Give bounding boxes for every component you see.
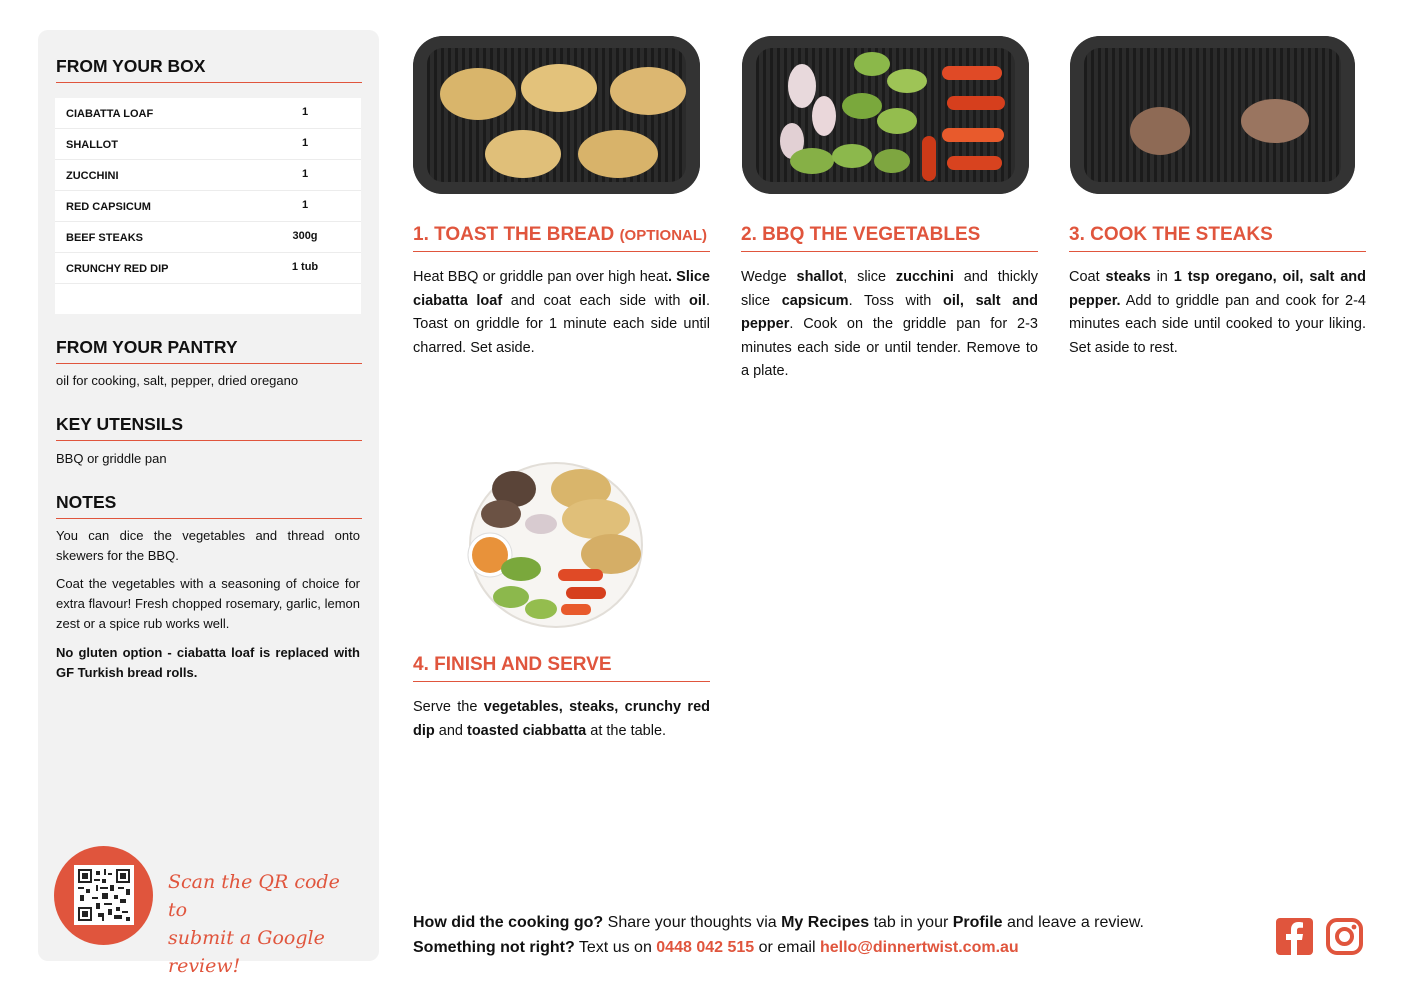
ingredient-qty: 1: [301, 106, 309, 118]
step-text-bold: oil, salt and pepper: [741, 292, 1039, 332]
notes-heading: NOTES: [56, 492, 362, 519]
step-text-run: Coat: [1069, 269, 1106, 285]
facebook-icon[interactable]: [1276, 918, 1313, 955]
step-text-bold: zucchini: [895, 269, 954, 285]
step-text-run: . Toss with: [848, 292, 943, 309]
step-text-bold: . Slice: [667, 269, 710, 285]
instagram-icon[interactable]: [1326, 918, 1363, 955]
footer-text: or email: [754, 939, 820, 956]
step-text-bold: vegetables, steaks, crunchy red dip: [413, 699, 710, 739]
footer-line-review: [413, 910, 1263, 935]
step2-griddle-vegetables-image: [742, 36, 1029, 194]
ingredient-name: CRUNCHY RED DIP: [66, 263, 169, 275]
ingredient-name: BEEF STEAKS: [66, 232, 144, 244]
step1-text: [413, 266, 710, 360]
ingredient-name: ZUCCHINI: [66, 170, 119, 182]
step1-title-optional: (OPTIONAL): [619, 227, 708, 244]
step-text-run: . Toast on griddle for 1 minute each side until charred. Set aside.: [413, 292, 710, 356]
step3-griddle-steaks-image: [1070, 36, 1355, 194]
step-text-bold: steaks: [1105, 269, 1151, 285]
qr-caption: [168, 868, 363, 980]
table-row: [55, 98, 361, 129]
ingredient-name: CIABATTA LOAF: [66, 108, 154, 120]
note-text: No gluten option - ciabatta loaf is replaced with GF Turkish bread rolls.: [56, 645, 360, 680]
note-text: Coat the vegetables with a seasoning of choice for extra flavour! Fresh chopped rosemary, garlic, lemon zest or a spice rub works well.: [56, 576, 360, 631]
table-row: [55, 222, 361, 253]
step2-title: 2. BBQ THE VEGETABLES: [741, 224, 1038, 252]
pantry-heading: FROM YOUR PANTRY: [56, 337, 362, 364]
utensils-text: BBQ or griddle pan: [56, 451, 167, 466]
step-text-bold: toasted ciabbatta: [467, 722, 587, 739]
ingredient-qty: 1 tub: [291, 261, 319, 273]
step-text-run: . Cook on the griddle pan for 2-3 minutes each side or until tender. Remove to a plate.: [741, 316, 1038, 379]
step-text-bold: capsicum: [781, 292, 849, 309]
step-text-bold: ciabatta loaf: [413, 292, 503, 309]
table-row: [55, 191, 361, 222]
step-text-run: Add to griddle pan and cook for 2-4 minutes each side until cooked to your liking. Set aside to rest.: [1069, 292, 1366, 356]
qr-code-icon[interactable]: [74, 865, 134, 925]
ingredient-name: RED CAPSICUM: [66, 201, 151, 213]
step4-title: 4. FINISH AND SERVE: [413, 654, 710, 682]
footer-text: tab in your: [869, 914, 953, 931]
step-text-run: and coat each side with: [502, 292, 690, 309]
box-heading: FROM YOUR BOX: [56, 56, 362, 83]
note-text: You can dice the vegetables and thread onto skewers for the BBQ.: [56, 528, 360, 563]
step-text-bold: shallot: [796, 269, 844, 285]
step1-griddle-bread-image: [413, 36, 700, 194]
footer-text: Text us on: [574, 939, 657, 956]
ingredient-qty: 1: [301, 168, 309, 180]
step3-text: [1069, 266, 1366, 360]
box-ingredients-table: [55, 98, 361, 314]
qr-caption-line: submit a Google review!: [168, 927, 325, 977]
footer-bold: My Recipes: [781, 914, 870, 931]
step-text-run: at the table.: [586, 722, 667, 739]
step-text-run: Serve the: [413, 699, 484, 715]
step4-text: [413, 696, 710, 743]
feedback-footer: [413, 910, 1263, 960]
ingredient-name: SHALLOT: [66, 139, 118, 151]
ingredient-qty: 1: [301, 199, 309, 211]
step-text-run: , slice: [843, 269, 896, 285]
table-row: [55, 253, 361, 284]
step-text-run: in: [1150, 269, 1174, 285]
step3-title: 3. COOK THE STEAKS: [1069, 224, 1366, 252]
step2-text: [741, 266, 1038, 384]
footer-text: and leave a review.: [1002, 914, 1144, 931]
ingredient-qty: 1: [301, 137, 309, 149]
ingredient-qty: 300g: [292, 230, 318, 242]
step-text-bold: 1 tsp oregano, oil, salt and pepper.: [1069, 269, 1366, 309]
table-row: [55, 129, 361, 160]
footer-line-contact: [413, 935, 1263, 960]
step4-plated-dish-image: [466, 459, 648, 629]
footer-question: How did the cooking go?: [413, 914, 604, 931]
pantry-text: oil for cooking, salt, pepper, dried oregano: [56, 373, 299, 388]
utensils-heading: KEY UTENSILS: [56, 414, 362, 441]
qr-badge: [54, 846, 153, 945]
step-text-bold: oil: [689, 292, 706, 309]
step-text-run: and thickly slice: [741, 269, 1038, 309]
step-text-run: and: [434, 722, 467, 739]
table-row: [55, 160, 361, 191]
step-text-run: Heat BBQ or griddle pan over high heat: [413, 269, 668, 285]
footer-question: Something not right?: [413, 939, 575, 956]
step-text-run: Wedge: [741, 269, 797, 285]
footer-bold: Profile: [952, 914, 1003, 931]
qr-caption-line: Scan the QR code to: [168, 871, 340, 921]
step1-title-main: 1. TOAST THE BREAD: [413, 224, 615, 245]
email-link[interactable]: hello@dinnertwist.com.au: [819, 939, 1019, 956]
sidebar: [38, 30, 379, 977]
step1-title: [413, 224, 710, 252]
footer-text: Share your thoughts via: [603, 914, 782, 931]
phone-link[interactable]: 0448 042 515: [656, 939, 755, 956]
